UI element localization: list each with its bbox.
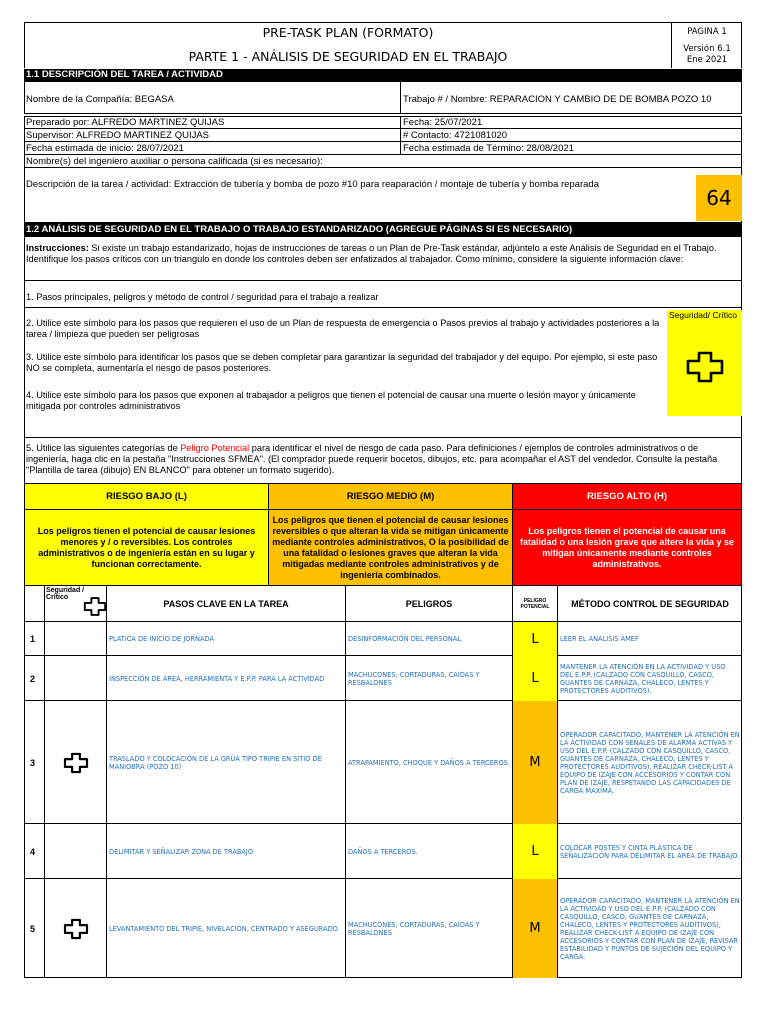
item3-text: 3. Utilice este símbolo para identificar los pasos que se deben completar para garantizar la seguridad del trabajador y del equipo. Por ejemplo, si este paso NO se completa, aumentaría el riesgo de pasos posteriores.	[26, 352, 658, 373]
risk-score: 64	[696, 175, 742, 221]
row-hazard: ATRAPAMIENTO, CHOQUE Y DAÑOS A TERCEROS.	[346, 701, 513, 824]
form-title: PRE-TASK PLAN (FORMATO)	[262, 25, 434, 40]
risk-high-text: Los peligros tienen el potencial de causar una fatalidad o una lesión grave que altere la vida y se mitigan únicamente mediante controles administrativos.	[513, 510, 742, 586]
page-number: PAGINA 1	[687, 27, 727, 37]
item5-prefix: 5. Utilice las siguientes categorías de	[26, 443, 181, 453]
col-potential-header: PELIGRO POTENCIAL	[513, 586, 558, 622]
task-description: Descripción de la tarea / actividad: Extracción de tubería y bomba de pozo #10 para reaparación / montaje de tubería y bomba reparada	[26, 179, 599, 190]
prepared-by: Preparado por: ALFREDO MARTINEZ QUIJAS	[26, 117, 225, 128]
row-critical-cell	[45, 656, 107, 701]
symbol-legend-label: Seguridad/ Crítico	[669, 310, 738, 320]
col-steps-header: PASOS CLAVE EN LA TAREA	[107, 586, 346, 622]
row-number: 5	[24, 879, 45, 978]
row-risk-level: L	[513, 656, 558, 701]
row-critical-cell	[45, 622, 107, 656]
risk-low-text: Los peligros tienen el potencial de causar lesiones menores y / o reversibles. Los controles administrativos o de ingeniería están en su lugar y funcionan correctamente.	[24, 510, 269, 586]
item4-text: 4. Utilice este símbolo para los pasos que exponen al trabajador a peligros que tienen el potencial de causar una muerte o lesión mayor y únicamente mitigada por controles administrativos	[26, 390, 636, 411]
engineer-name: Nombre(s) del ingeniero auxiliar o persona calificada (si es necesario):	[26, 156, 323, 167]
row-hazard: MACHUCONES, CORTADURAS, CAÍDAS Y RESBALONES	[346, 879, 513, 978]
row-risk-level: M	[513, 879, 558, 978]
row-hazard: DAÑOS A TERCEROS.	[346, 824, 513, 879]
row-risk-level: M	[513, 701, 558, 824]
row-number: 2	[24, 656, 45, 701]
row-number: 1	[24, 622, 45, 656]
description-row	[24, 168, 742, 223]
start-date: Fecha estimada de inicio: 28/07/2021	[26, 143, 184, 154]
risk-low-title: RIESGO BAJO (L)	[24, 484, 269, 510]
row-control: COLOCAR POSTES Y CINTA PLÁSTICA DE SEÑALIZACIÓN PARA DELIMITAR EL ÁREA DE TRABAJO.	[560, 843, 740, 860]
row-hazard: DESINFORMACIÓN DEL PERSONAL	[346, 622, 513, 656]
version-date: Ene 2021	[686, 55, 728, 65]
item2-text: 2. Utilice este símbolo para los pasos que requieren el uso de un Plan de respuesta de emergencia o Pasos previos al trabajo y actividades posteriores a la tarea / limpieza que pueden ser peligrosas	[26, 318, 660, 339]
row-step: LEVANTAMIENTO DEL TRIPIE, NIVELACIÓN, CENTRADO Y ASEGURADO	[107, 879, 346, 978]
row-risk-level: L	[513, 824, 558, 879]
row-risk-level: L	[513, 622, 558, 656]
row-critical-cell	[45, 701, 107, 824]
risk-high-title: RIESGO ALTO (H)	[513, 484, 742, 510]
form-subtitle: PARTE 1 - ANÁLISIS DE SEGURIDAD EN EL TRABAJO	[188, 49, 508, 64]
contact-number: # Contacto: 4721081020	[403, 130, 508, 141]
col-num-header	[24, 586, 45, 622]
safety-cross-icon	[83, 596, 107, 617]
row-control: OPERADOR CAPACITADO, MANTENER LA ATENCIÓN EN LA ACTIVIDAD CON SEÑALES DE ALARMA ACTIVAS Y USO DEL E.P.P. (CALZADO CON CASQUILLO, CASCO, GUANTES DE CARNAZA, CHALECO, LENTES Y PROTECTORES AUDITIVOS), REALIZAR CHECK-LIST A EQUIPO DE IZAJE CON ACCESORIOS Y CONTAR CON PLAN DE IZAJE, RESPETANDO LAS CAPACIDADES DE CARGA MÁXIMA.	[560, 730, 740, 795]
row-step: TRASLADO Y COLOCACIÓN DE LA GRÚA TIPO TRIPIE EN SITIO DE MANIOBRA (POZO 10)	[107, 701, 346, 824]
col-control-header: MÉTODO CONTROL DE SEGURIDAD	[571, 599, 729, 609]
instructions-label: Instrucciones:	[26, 243, 89, 253]
row-critical-cell	[45, 824, 107, 879]
col-safety-header	[45, 586, 107, 622]
col-safety-label: Seguridad / Crítico	[46, 587, 85, 601]
section-1-1-title: 1.1 DESCRIPCIÓN DEL TAREA / ACTIVIDAD	[24, 69, 742, 82]
safety-cross-icon	[63, 752, 89, 774]
instructions-text	[24, 241, 740, 265]
safety-cross-icon	[63, 918, 89, 940]
item1-text: 1. Pasos principales, peligros y método de control / seguridad para el trabajo a realizar	[26, 292, 379, 302]
row-number: 3	[24, 701, 45, 824]
company-name: Nombre de la Compañía: BEGASA	[26, 94, 174, 105]
safety-cross-icon	[685, 350, 725, 384]
row-control: LEER EL ANALISIS AMEF	[560, 635, 639, 643]
section-1-2-title: 1.2 ANÁLISIS DE SEGURIDAD EN EL TRABAJO O TRABAJO ESTANDARIZADO (AGREGUE PÁGINAS SI ES NECESARIO)	[24, 223, 742, 237]
item5-highlight: Peligro Potencial	[180, 443, 250, 453]
item5-text	[24, 441, 738, 476]
row-step: PLATICA DE INICIO DE JORNADA	[107, 622, 346, 656]
row-hazard: MACHUCONES, CORTADURAS, CAÍDAS Y RESBALONES	[346, 656, 513, 701]
row-step: INSPECCIÓN DE ÁREA, HERRAMIENTA Y E.P.P. PARA LA ACTIVIDAD	[107, 656, 346, 701]
instructions-body: Si existe un trabajo estandarizado, hojas de instrucciones de tareas o un Plan de Pre-Task estándar, adjúntelo a este Análisis de Seguridad en el Trabajo. Identifique los pasos críticos con un triangulo en donde los controles deben ser enfatizados al trabajador. Como mínimo, considere la siguiente información clave:	[26, 243, 717, 264]
row-control: OPERADOR CAPACITADO, MANTENER LA ATENCIÓN EN LA ACTIVIDAD Y USO DEL E.P.P. (CALZADO CON CASQUILLO, CASCO, GUANTES DE CARNAZA, CHALECO, LENTES Y PROTECTORES AUDITIVOS), REALIZAR CHECK-LIST A EQUIPO DE IZAJE CON ACCESORIOS Y CONTAR CON PLAN DE IZAJE, REVISAR ESTABILIDAD Y PUNTOS DE SUJECIÓN DEL EQUIPO Y CARGA.	[560, 896, 740, 961]
row-number: 4	[24, 824, 45, 879]
row-control: MANTENER LA ATENCIÓN EN LA ACTIVIDAD Y USO DEL E.P.P. (CALZADO CON CASQUILLO, CASCO, GUANTES DE CARNAZA, CHALECO, LENTES Y PROTECTORES AUDITIVOS).	[560, 662, 726, 695]
row-critical-cell	[45, 879, 107, 978]
job-name: Trabajo # / Nombre: REPARACION Y CAMBIO DE DE BOMBA POZO 10	[403, 94, 712, 105]
version-label: Versión 6.1	[683, 44, 731, 54]
prepared-date: Fecha: 25/07/2021	[403, 117, 483, 128]
risk-medium-text: Los peligros que tienen el potencial de causar lesiones reversibles o que alteran la vida se mitigan únicamente mediante controles administrativos, O la posibilidad de una fatalidad o lesiones graves que alteran la vida mitigadas mediante controles administrativos y de ingeniería combinados.	[269, 510, 513, 586]
end-date: Fecha estimada de Término: 28/08/2021	[403, 143, 574, 154]
row-step: DELIMITAR Y SEÑALIZAR ZONA DE TRABAJO	[107, 824, 346, 879]
risk-medium-title: RIESGO MEDIO (M)	[269, 484, 513, 510]
col-hazards-header: PELIGROS	[346, 586, 513, 622]
supervisor: Supervisor: ALFREDO MARTINEZ QUIJAS	[26, 130, 210, 141]
item5-suffix: para identificar el nivel de riesgo de cada paso. Para definiciones / ejemplos de controles administrativos o de ingeniería, haga clic en la pestaña "Instrucciones SFMEA". (El comprador puede requerir bocetos, dibujos, etc. para acompañar el AST del vendedor. Consulte la pestaña "Plantilla de tarea (dibujo) EN BLANCO" para obtener un formato sugerido).	[26, 443, 718, 475]
symbol-legend	[667, 310, 742, 416]
